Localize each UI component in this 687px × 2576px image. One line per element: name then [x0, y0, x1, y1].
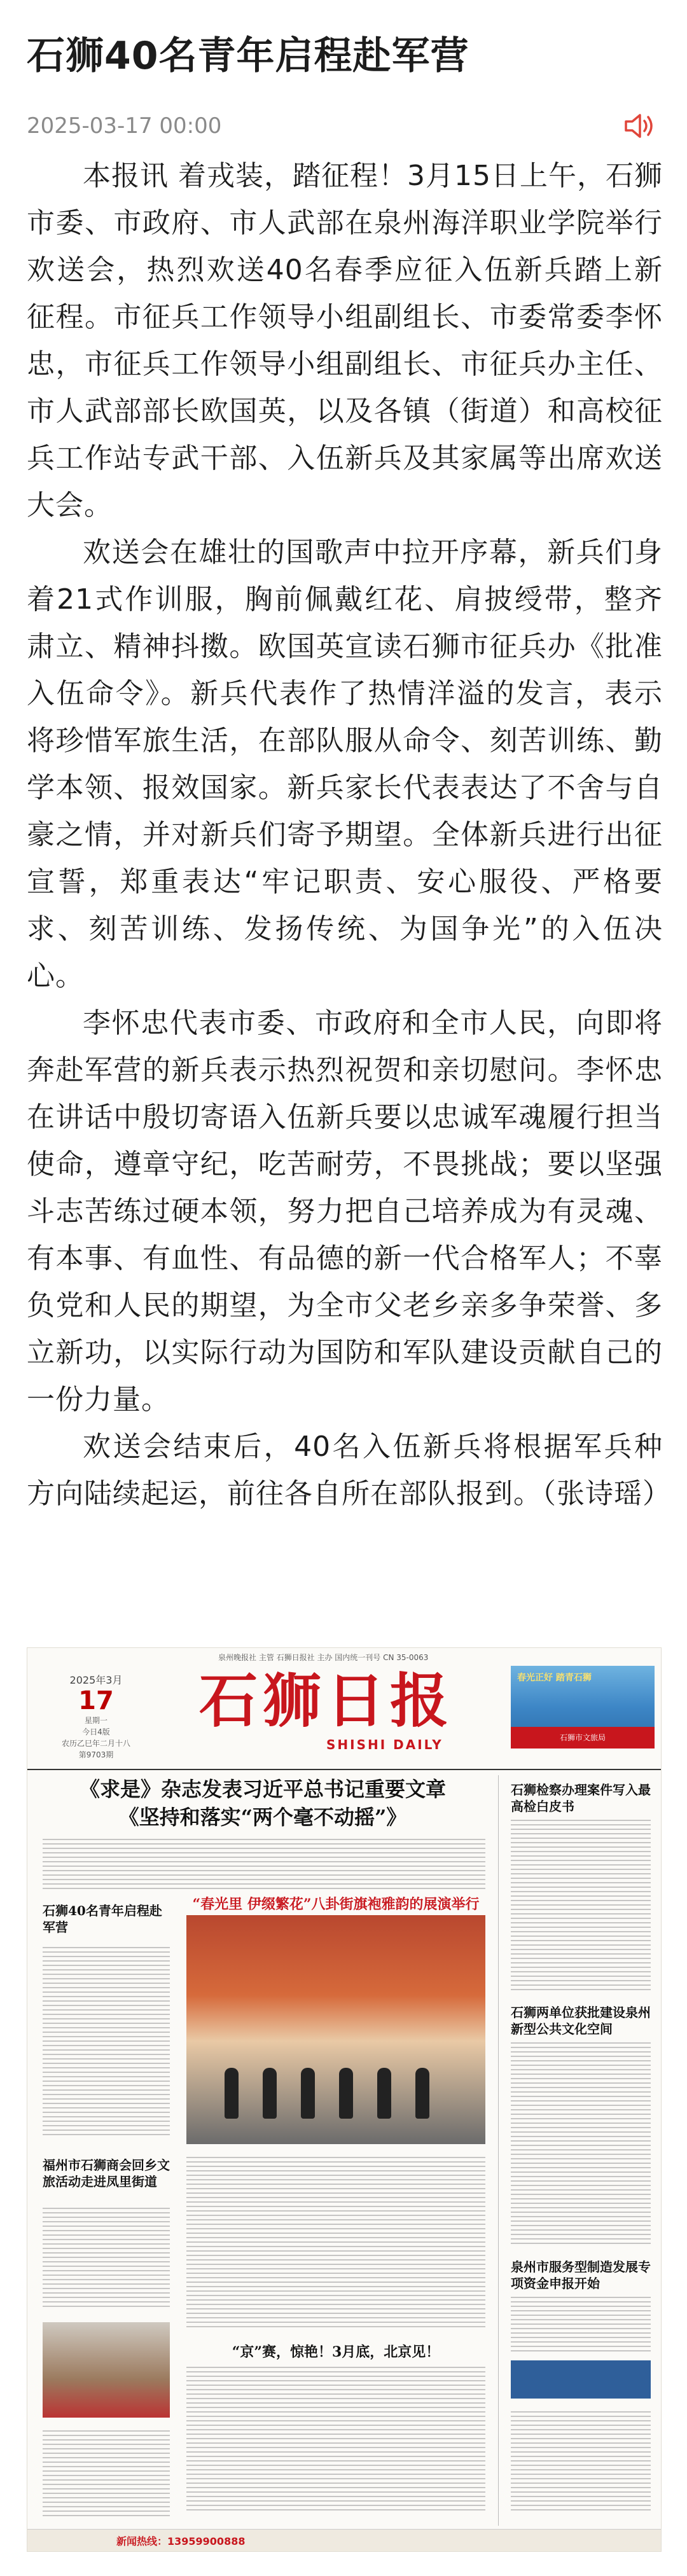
paragraph: 欢送会结束后，40名入伍新兵将根据军兵种方向陆续起运，前往各自所在部队报到。（张诗瑶）	[27, 1430, 671, 1510]
lead-headline-line2: 《坚持和落实“两个毫不动摇”》	[118, 1805, 407, 1829]
publish-date: 2025-03-17 00:00	[27, 113, 222, 139]
left-story-headline: 石狮40名青年启程赴军营	[43, 1903, 162, 1935]
paragraph: 欢送会在雄壮的国歌声中拉开序幕，新兵们身着21式作训服，胸前佩戴红花、肩披绶带，整齐肃立、精神抖擞。欧国英宣读石狮市征兵办《批准入伍命令》。新兵代表作了热情洋溢的发言，表示将珍惜军旅生活，在部队服从命令、刻苦训练、勤学本领、报效国家。新兵家长代表表达了不舍与自豪之情，并对新兵们寄予期望。全体新兵进行出征宣誓，郑重表达“牢记职责、安心服役、严格要求、刻苦训练、发扬传统、为国争光”的入伍决心。	[27, 536, 663, 992]
right-story1-text	[511, 1820, 651, 1991]
date-day: 17	[78, 1686, 114, 1715]
date-week: 星期一	[84, 1716, 108, 1725]
right-bottom-text	[511, 2411, 651, 2513]
date-issue: 第9703期	[78, 1750, 114, 1759]
article-meta	[27, 107, 660, 145]
advert-title: 春光正好 踏青石狮	[517, 1673, 592, 1683]
lead-headline-line1: 《求是》杂志发表习近平总书记重要文章	[79, 1777, 446, 1801]
performer-figure	[415, 2068, 429, 2119]
bottom-story-text	[186, 2367, 485, 2513]
speaker-icon[interactable]	[623, 112, 658, 140]
article-body	[27, 153, 671, 1518]
newspaper-front-page-image[interactable]	[27, 1647, 662, 2552]
left-story-text	[43, 1947, 170, 2138]
newspaper-footer	[27, 2529, 661, 2551]
performer-figure	[301, 2068, 315, 2119]
right-advert-banner	[511, 2360, 651, 2399]
article-header	[27, 31, 660, 81]
date-lunar: 农历乙巳年二月十八	[61, 1739, 130, 1748]
advert-banner: 石狮市文旅局	[511, 1727, 655, 1748]
visit-photo	[43, 2322, 170, 2418]
right-story2-text	[511, 2042, 651, 2246]
center-story-text	[186, 2157, 485, 2329]
bottom-headline: “京”赛，惊艳！3月底，北京见！	[232, 2344, 440, 2360]
date-month: 2025年3月	[69, 1674, 123, 1686]
right-story3-headline: 泉州市服务型制造发展专项资金申报开始	[511, 2259, 651, 2291]
performer-figure	[263, 2068, 277, 2119]
masthead-date	[58, 1672, 134, 1761]
left-story2-text	[43, 2208, 170, 2309]
masthead-publisher-line: 泉州晚报社 主管 石狮日报社 主办 国内统一刊号 CN 35-0063	[218, 1653, 429, 1662]
left-bottom-text	[43, 2430, 170, 2519]
right-story2-headline: 石狮两单位获批建设泉州新型公共文化空间	[511, 2005, 651, 2037]
performance-photo	[186, 1915, 485, 2144]
right-story3-text	[511, 2297, 651, 2354]
masthead-advert	[511, 1666, 655, 1748]
performer-figure	[339, 2068, 353, 2119]
newspaper-logo: 石狮日报	[199, 1666, 454, 1735]
right-story1-headline: 石狮检察办理案件写入最高检白皮书	[511, 1782, 651, 1814]
paragraph: 李怀忠代表市委、市政府和全市人民，向即将奔赴军营的新兵表示热烈祝贺和亲切慰问。李怀忠在讲话中殷切寄语入伍新兵要以忠诚军魂履行担当使命，遵章守纪，吃苦耐劳，不畏挑战；要以坚强斗志苦练过硬本领，努力把自己培养成为有灵魂、有本事、有血性、有品德的新一代合格军人；不辜负党和人民的期望，为全市父老乡亲多争荣誉、多立新功，以实际行动为国防和军队建设贡献自己的一份力量。	[27, 1007, 663, 1416]
lead-story-text	[43, 1839, 485, 1890]
newspaper-logo-en: SHISHI DAILY	[326, 1737, 443, 1752]
date-pages: 今日4版	[82, 1728, 110, 1736]
news-hotline: 新闻热线：13959900888	[116, 2535, 246, 2547]
lead-headline	[40, 1775, 485, 1831]
article-title: 石狮40名青年启程赴军营	[27, 34, 469, 78]
left-story2-headline: 福州市石狮商会回乡文旅活动走进凤里街道	[43, 2157, 170, 2189]
paragraph: 本报讯 着戎装，踏征程！3月15日上午，石狮市委、市政府、市人武部在泉州海洋职业学院举行欢送会，热烈欢送40名春季应征入伍新兵踏上新征程。市征兵工作领导小组副组长、市委常委李怀忠，市征兵工作领导小组副组长、市征兵办主任、市人武部部长欧国英，以及各镇（街道）和高校征兵工作站专武干部、入伍新兵及其家属等出席欢送大会。	[27, 160, 663, 522]
photo-headline: “春光里 伊缀繁花”八卦街旗袍雅韵的展演举行	[192, 1896, 480, 1913]
performer-figure	[225, 2068, 239, 2119]
performer-figure	[377, 2068, 391, 2119]
masthead	[27, 1648, 661, 1770]
